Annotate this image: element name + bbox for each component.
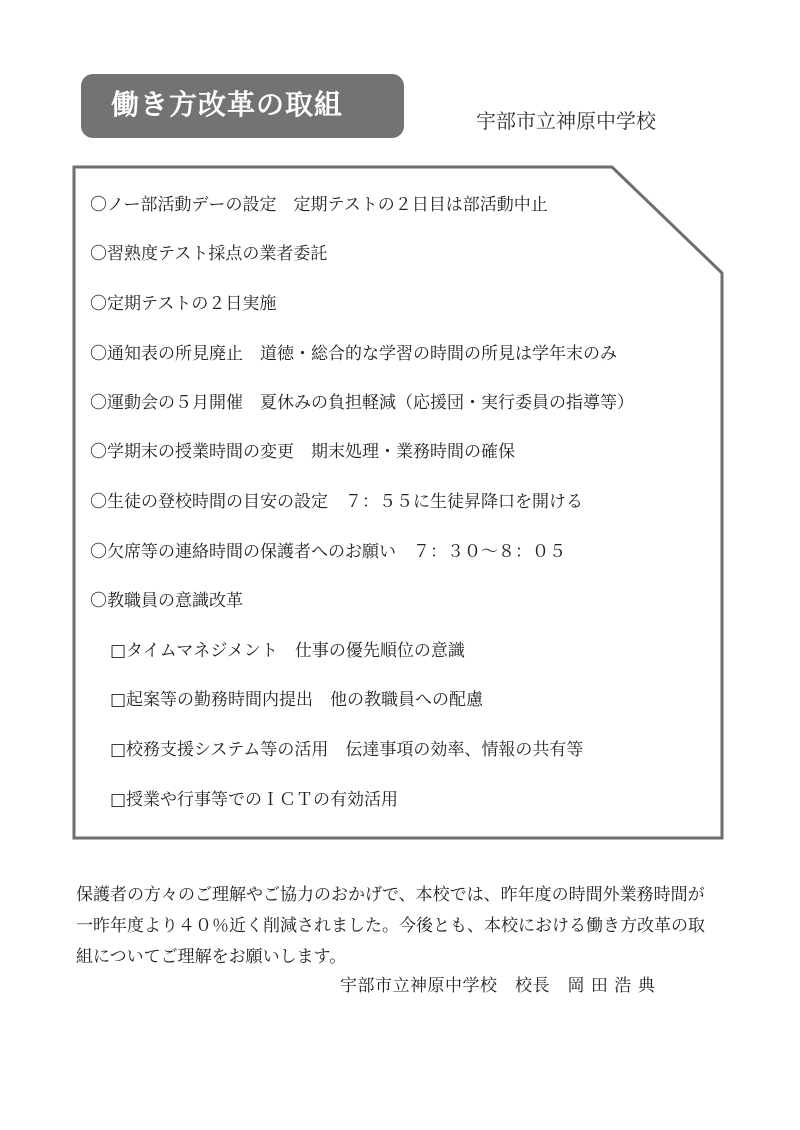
list-item: 〇ノー部活動デーの設定 定期テストの２日目は部活動中止 — [90, 195, 548, 215]
signature: 宇部市立神原中学校 校長 岡 田 浩 典 — [340, 976, 656, 996]
sub-list-item: □授業や行事等でのＩＣＴの有効活用 — [110, 790, 399, 810]
list-item: 〇定期テストの２日実施 — [90, 294, 277, 314]
closing-paragraph: 保護者の方々のご理解やご協力のおかげで、本校では、昨年度の時間外業務時間が一昨年度より４０％近く削減されました。今後とも、本校における働き方改革の取組についてご理解をお願いします。 — [76, 885, 705, 967]
list-item: 〇欠席等の連絡時間の保護者へのお願い ７：３０～８：０５ — [90, 542, 566, 562]
list-item: 〇生徒の登校時間の目安の設定 ７：５５に生徒昇降口を開ける — [90, 492, 583, 512]
list-item: 〇習熟度テスト採点の業者委託 — [90, 244, 328, 264]
list-item: 〇運動会の５月開催 夏休みの負担軽減（応援団・実行委員の指導等） — [90, 393, 634, 413]
sub-list-item: □タイムマネジメント 仕事の優先順位の意識 — [110, 641, 465, 661]
sub-list-item: □校務支援システム等の活用 伝達事項の効率、情報の共有等 — [110, 740, 584, 760]
sub-list-item: □起案等の勤務時間内提出 他の教職員への配慮 — [110, 690, 484, 710]
school-name: 宇部市立神原中学校 — [476, 109, 656, 133]
page-title: 働き方改革の取組 — [111, 88, 344, 121]
list-item: 〇学期末の授業時間の変更 期末処理・業務時間の確保 — [90, 442, 515, 462]
list-item: 〇通知表の所見廃止 道徳・総合的な学習の時間の所見は学年末のみ — [90, 344, 617, 364]
list-item: 〇教職員の意識改革 — [90, 591, 243, 611]
